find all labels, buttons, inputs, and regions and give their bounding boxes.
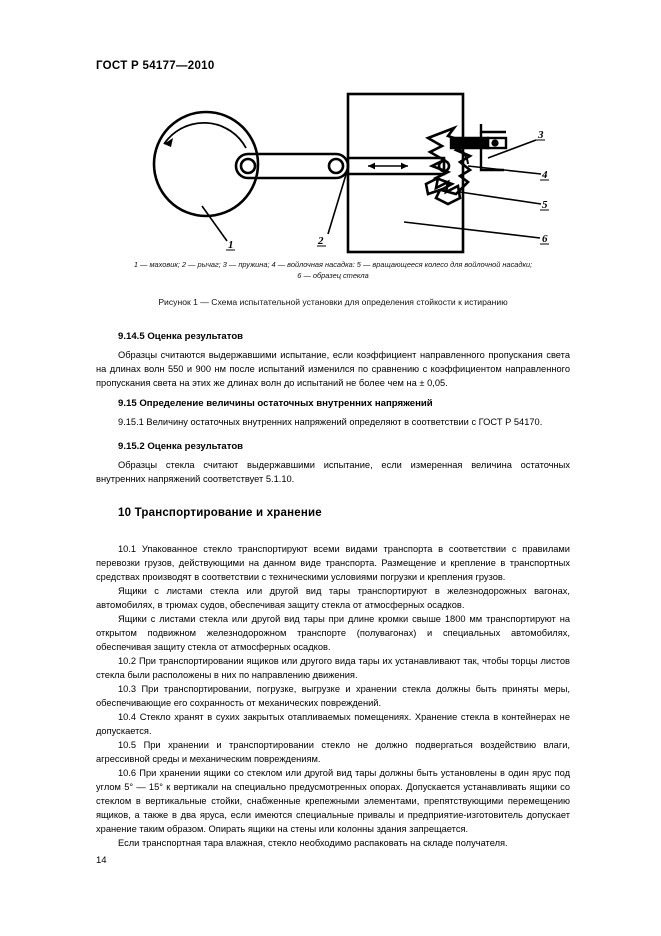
heading-9-14-5: 9.14.5 Оценка результатов bbox=[118, 331, 244, 342]
standard-header: ГОСТ Р 54177—2010 bbox=[96, 60, 215, 72]
svg-text:5: 5 bbox=[542, 199, 548, 211]
paragraph-10-2: 10.2 При транспортировании ящиков или другого вида тары их устанавливают так, чтобы торцы листов стекла были расположены в них по направлению движения. bbox=[96, 656, 570, 680]
figure-legend bbox=[96, 259, 570, 281]
paragraph-10-6: 10.6 При хранении ящики со стеклом или другой вид тары должны быть установлены в один ярус под углом 5° — 15° к вертикали на специально предусмотренных опорах. Допускается устанавливать ящики со стеклом в вертикальные стойки, снабженные крепежными элементами, препятствующими перемещению ящиков, а также в два яруса, если имеются специальные привалы и предприятие-изготовитель допускает хранение таким образом. Опирать ящики на стены или колонны здания запрещается. bbox=[96, 768, 570, 834]
figure-legend-line-1: 1 — маховик; 2 — рычаг; 3 — пружина; 4 — войлочная насадка: 5 — вращающееся колесо для войлочной насадки; bbox=[133, 260, 533, 269]
paragraph-9-14-5: Образцы считаются выдержавшими испытание, если коэффициент направленного пропускания света на длинах волн 550 и 900 нм после испытаний изменился по сравнению с коэффициентом направленного пропускания света на этих же длинах волн до испытаний не более чем на ± 0,05. bbox=[96, 350, 570, 388]
paragraph-10-1b: Ящики с листами стекла или другой вид тары транспортируют в железнодорожных вагонах, автомобилях, в трюмах судов, обеспечивая защиту стекла от атмосферных осадков. bbox=[96, 586, 570, 610]
figure-legend-line-2: 6 — образец стекла bbox=[297, 271, 369, 281]
figure-caption: Рисунок 1 — Схема испытательной установки для определения стойкости к истиранию bbox=[158, 297, 508, 307]
heading-9-15-2: 9.15.2 Оценка результатов bbox=[118, 441, 244, 452]
paragraph-9-15-1: 9.15.1 Величину остаточных внутренних напряжений определяют в соответствии с ГОСТ Р 54170. bbox=[118, 417, 543, 427]
svg-text:1: 1 bbox=[228, 239, 234, 251]
svg-text:6: 6 bbox=[542, 233, 548, 245]
paragraph-10-1c: Ящики с листами стекла или другой вид тары при длине кромки свыше 1800 мм транспортируют на открытом подвижном железнодорожном транспорте (полувагонах) и специальных автомобилях, обеспечивая защиту стекла от атмосферных осадков. bbox=[96, 614, 570, 652]
section-9-14-5 bbox=[96, 330, 570, 390]
paragraph-9-15-2: Образцы стекла считают выдержавшими испытание, если измеренная величина остаточных внутренних напряжений соответствует 5.1.10. bbox=[96, 460, 570, 484]
svg-text:4: 4 bbox=[542, 169, 548, 181]
section-10 bbox=[96, 506, 570, 850]
heading-9-15: 9.15 Определение величины остаточных внутренних напряжений bbox=[118, 398, 433, 409]
paragraph-10-3: 10.3 При транспортировании, погрузке, выгрузке и хранении стекла должны быть приняты меры, обеспечивающие его сохранность от механических повреждений. bbox=[96, 684, 570, 708]
page-number: 14 bbox=[96, 855, 107, 866]
section-9-15 bbox=[96, 397, 570, 429]
heading-10: 10 Транспортирование и хранение bbox=[118, 507, 322, 519]
paragraph-10-5: 10.5 При хранении и транспортировании стекло не должно подвергаться воздействию влаги, агрессивной среды и механическим повреждениям. bbox=[96, 740, 570, 764]
paragraph-10-6b: Если транспортная тара влажная, стекло необходимо распаковать на складе получателя. bbox=[118, 838, 508, 848]
paragraph-10-1: 10.1 Упакованное стекло транспортируют всеми видами транспорта в соответствии с правилами перевозки грузов, действующими на данном виде транспорта. Размещение и крепление в транспортных средствах производят в соответствии с техническими условиями погрузки и крепления грузов. bbox=[96, 544, 570, 582]
svg-text:2: 2 bbox=[318, 235, 324, 247]
section-9-15-2 bbox=[96, 440, 570, 486]
paragraph-10-4: 10.4 Стекло хранят в сухих закрытых отапливаемых помещениях. Хранение стекла в контейнерах не допускается. bbox=[96, 712, 570, 736]
figure-1-diagram bbox=[96, 86, 616, 254]
svg-text:3: 3 bbox=[538, 129, 544, 141]
